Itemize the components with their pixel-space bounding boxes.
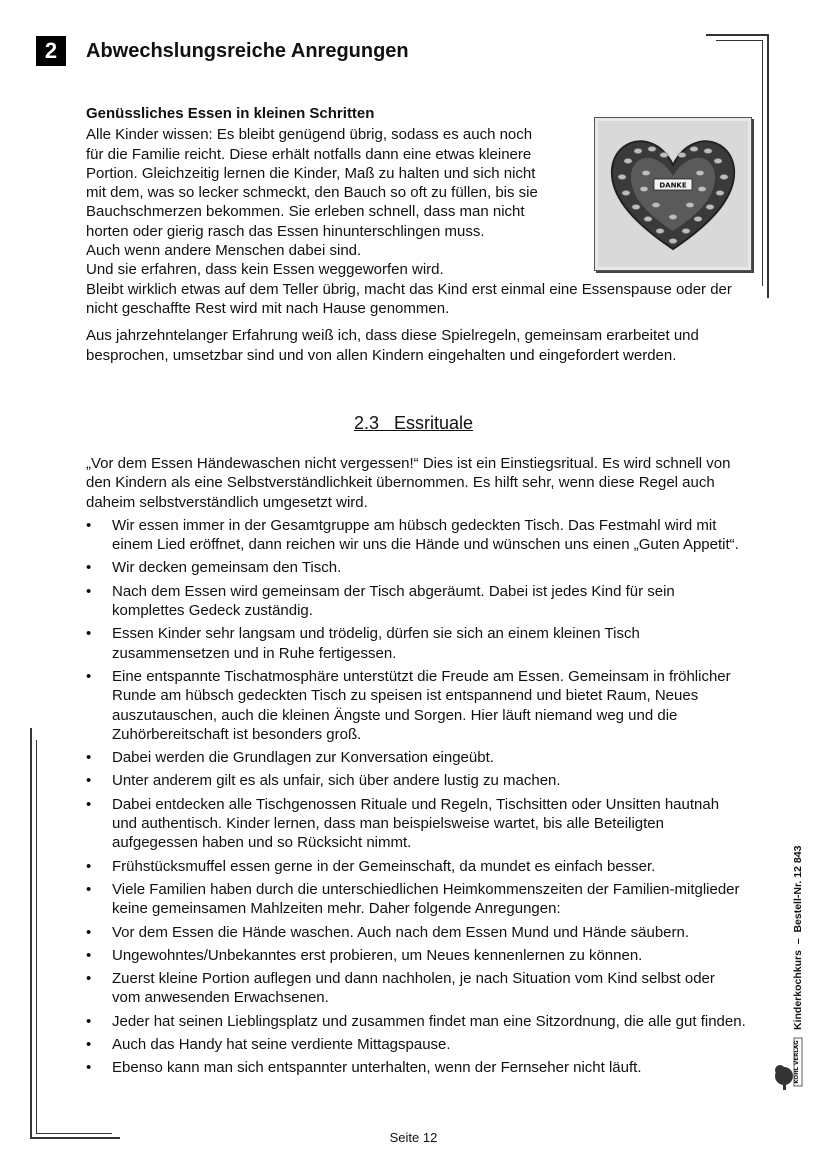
bullet-icon: • xyxy=(86,857,92,875)
bullet-icon: • xyxy=(86,749,92,767)
frame-bottom-left-v2 xyxy=(36,740,37,1134)
section-heading-text: 2.3 Essrituale xyxy=(353,413,474,433)
list-item: • Wir decken gemeinsam den Tisch. xyxy=(86,559,342,577)
bullet-icon: • xyxy=(86,582,92,600)
section-heading xyxy=(0,413,827,434)
tree-logo-icon xyxy=(772,1032,812,1092)
frame-top-right-h xyxy=(706,34,768,36)
bullet-icon: • xyxy=(86,772,92,790)
bullet-icon: • xyxy=(86,923,92,941)
list-item: • Auch das Handy hat seine verdiente Mittagspause. xyxy=(86,1036,451,1054)
intro-line: Portion. Gleichzeitig lernen die Kinder, Maß zu halten und sich nicht xyxy=(86,164,536,182)
intro-line: Alle Kinder wissen: Es bleibt genügend übrig, sodass es auch noch xyxy=(86,126,533,144)
bullet-icon: • xyxy=(86,1012,92,1030)
ritual-list xyxy=(86,516,746,1078)
list-item: • Dabei entdecken alle Tischgenossen Rituale und Regeln, Tischsitten oder Unsitten hautnah und authentisch. Kinder lernen, dass man beispielsweise wartet, bis alle Beteiligten aufgegessen haben und so Rücksicht nimmt. xyxy=(86,795,720,852)
bullet-icon: • xyxy=(86,1036,92,1054)
list-item: • Ebenso kann man sich entspannter unterhalten, wenn der Fernseher nicht läuft. xyxy=(86,1059,642,1077)
intro-block xyxy=(86,104,756,365)
order-number-text: Kinderkochkurs – Bestell-Nr. 12 843 xyxy=(792,845,804,1030)
section-intro: „Vor dem Essen Händewaschen nicht vergessen!“ Dies ist ein Einstiegsritual. Es wird schnell von den Kindern als eine Selbstverständlichkeit übernommen. Es hilft sehr, wenn diese Regel auch daheim selbstverständlich umgesetzt wird. xyxy=(86,455,731,511)
intro-subheading: Genüssliches Essen in kleinen Schritten xyxy=(86,105,375,122)
frame-bottom-left-v xyxy=(30,728,32,1138)
list-item: • Jeder hat seinen Lieblingsplatz und zusammen findet man eine Sitzordnung, die alle gut finden. xyxy=(86,1012,746,1030)
list-item: • Viele Familien haben durch die unterschiedlichen Heimkommenszeiten der Familien-mitglieder keine gemeinsamen Mahlzeiten mehr. Daher folgende Anregungen: xyxy=(86,880,740,918)
intro-line: Auch wenn andere Menschen dabei sind. xyxy=(86,242,362,260)
bullet-icon: • xyxy=(86,625,92,643)
publisher-sidebar xyxy=(772,820,812,1100)
list-item: • Wir essen immer in der Gesamtgruppe am hübsch gedeckten Tisch. Das Festmahl wird mit einem Lied eröffnet, dann reichen wir uns die Hände und wünschen uns einen „Guten Appetit“. xyxy=(86,516,739,554)
intro-line: Und sie erfahren, dass kein Essen weggeworfen wird. xyxy=(86,261,444,279)
bullet-icon: • xyxy=(86,1059,92,1077)
heart-image xyxy=(598,121,748,267)
bullet-icon: • xyxy=(86,795,92,813)
chapter-number: 2 xyxy=(36,36,66,66)
bullet-icon: • xyxy=(86,880,92,898)
bullet-icon: • xyxy=(86,667,92,685)
intro-line: horten oder gierig rasch das Essen hinunterschlingen muss. xyxy=(86,222,485,240)
list-item: • Nach dem Essen wird gemeinsam der Tisch abgeräumt. Dabei ist jedes Kind für sein komplettes Gedeck zuständig. xyxy=(86,582,675,620)
publisher-name: KOHL VERLAG xyxy=(794,1040,800,1084)
frame-top-right-v2 xyxy=(762,40,763,286)
intro-paragraph-2: Bleibt wirklich etwas auf dem Teller übrig, macht das Kind erst einmal eine Essenspause oder der nicht geschaffte Rest wird mit nach Hause genommen. xyxy=(86,280,732,317)
section-body xyxy=(86,454,746,1082)
intro-line: mit dem, was so lecker schmeckt, den Bauch so oft zu füllen, bis sie xyxy=(86,184,538,202)
list-item: • Frühstücksmuffel essen gerne in der Gemeinschaft, da mundet es einfach besser. xyxy=(86,857,656,875)
list-item: • Essen Kinder sehr langsam und trödelig, dürfen sie sich an einem kleinen Tisch zusammensetzen und in Ruhe fertigessen. xyxy=(86,625,640,662)
chapter-title: Abwechslungsreiche Anregungen xyxy=(86,40,409,62)
bullet-icon: • xyxy=(86,559,92,577)
intro-line: Bauchschmerzen bekommen. Sie erleben schnell, dass man nicht xyxy=(86,203,525,221)
list-item: • Zuerst kleine Portion auflegen und dann nachholen, je nach Situation vom Kind selbst oder vom anwesenden Erwachsenen. xyxy=(86,970,715,1007)
frame-top-right-v xyxy=(767,34,769,298)
list-item: • Vor dem Essen die Hände waschen. Auch nach dem Essen Mund und Hände säubern. xyxy=(86,923,690,941)
bullet-icon: • xyxy=(86,516,92,534)
publisher-logo xyxy=(772,1032,812,1092)
list-item: • Eine entspannte Tischatmosphäre unterstützt die Freude am Essen. Gemeinsam in fröhlicher Runde am hübsch gedeckten Tisch zu speisen ist entspannend und bietet Raum, Neues auszutauschen, auch die kleinen Ängste und Sorgen. Hier läuft niemand weg und die Zuhörbereitschaft ist besonders groß. xyxy=(86,667,731,743)
frame-top-right-h2 xyxy=(716,40,762,41)
intro-line: für die Familie reicht. Diese erhält notfalls dann eine etwas kleinere xyxy=(86,145,532,163)
page-number: Seite 12 xyxy=(389,1130,438,1145)
bullet-icon: • xyxy=(86,970,92,988)
bullet-icon: • xyxy=(86,946,92,964)
list-item: • Dabei werden die Grundlagen zur Konversation eingeübt. xyxy=(86,749,494,767)
heart-sign-text: DANKE xyxy=(659,181,687,190)
intro-paragraph-3: Aus jahrzehntelanger Erfahrung weiß ich, dass diese Spielregeln, gemeinsam erarbeitet und besprochen, umsetzbar sind und von allen Kindern eingehalten und eingefordert werden. xyxy=(86,327,699,364)
heart-photo xyxy=(594,117,752,271)
list-item: • Ungewohntes/Unbekanntes erst probieren, um Neues kennenlernen zu können. xyxy=(86,946,643,964)
list-item: • Unter anderem gilt es als unfair, sich über andere lustig zu machen. xyxy=(86,772,561,790)
